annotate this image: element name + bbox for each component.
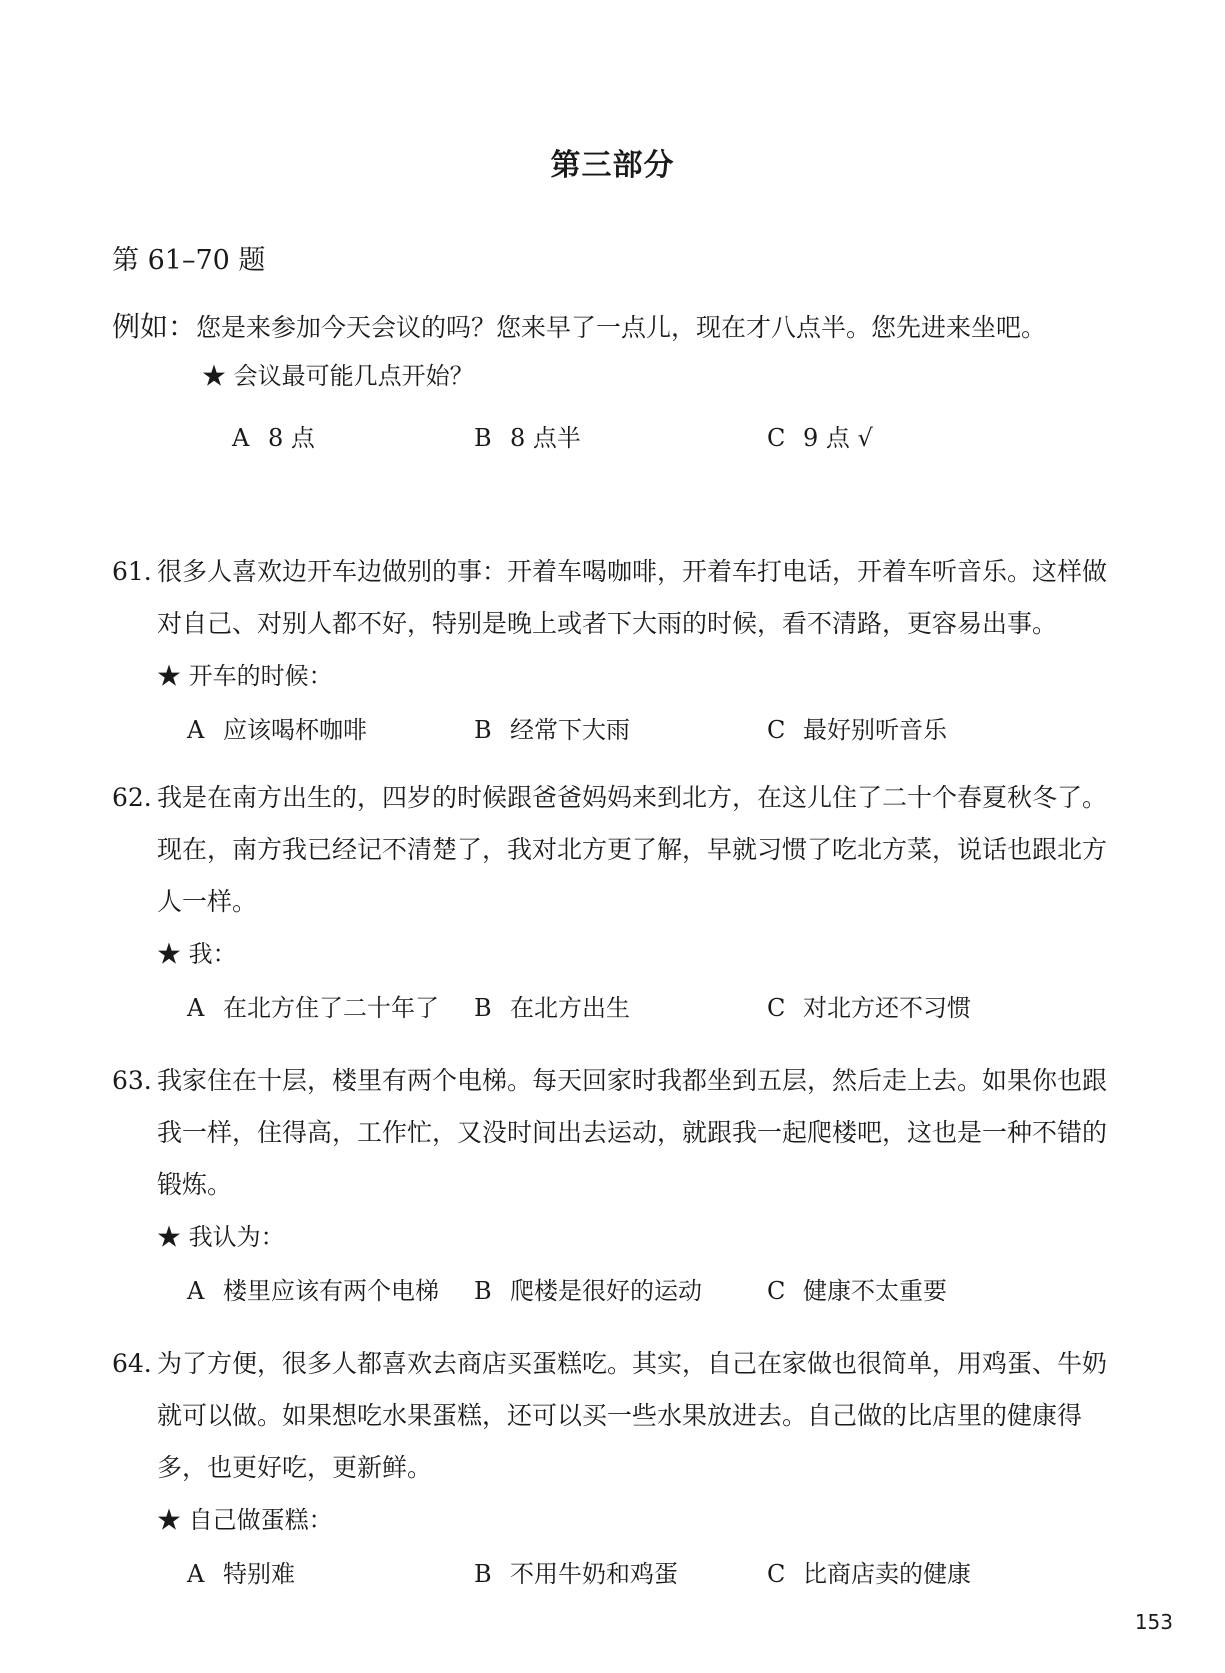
option-letter: B [474,424,492,452]
option-a [232,418,315,453]
option-text: 在北方出生 [510,994,630,1022]
option-text: 8 点 [268,424,315,452]
option-letter: C [767,716,786,744]
question-prompt: ★ 自己做蛋糕： [157,1506,333,1534]
question-number: 61. [112,557,152,586]
option-letter: C [767,424,786,452]
option-text: 应该喝杯咖啡 [223,716,367,744]
option-a [187,710,367,745]
question-text: 为了方便，很多人都喜欢去商店买蛋糕吃。其实，自己在家做也很简单，用鸡蛋、牛奶就可以做。如果想吃水果蛋糕，还可以买一些水果放进去。自己做的比店里的健康得多，也更好吃，更新鲜。 [157,1349,1108,1482]
example-question: ★ 会议最可能几点开始？ [202,362,474,390]
question-options [112,702,1122,748]
page-number: 153 [1134,1610,1173,1634]
option-letter: B [474,1277,492,1305]
option-b [474,1554,678,1589]
option-text: 9 点 √ [803,424,873,452]
option-c [767,418,873,453]
option-letter: A [187,1277,205,1305]
option-a [187,1554,295,1589]
option-text: 不用牛奶和鸡蛋 [510,1560,678,1588]
question-62 [112,772,1122,1026]
question-number: 62. [112,783,152,812]
question-63 [112,1055,1122,1309]
option-letter: A [187,716,205,744]
example-options [112,410,1132,456]
question-number: 64. [112,1349,152,1378]
option-letter: A [187,1560,205,1588]
question-text: 我是在南方出生的，四岁的时候跟爸爸妈妈来到北方，在这儿住了二十个春夏秋冬了。现在，南方我已经记不清楚了，我对北方更了解，早就习惯了吃北方菜，说话也跟北方人一样。 [157,783,1108,916]
option-letter: C [767,1560,786,1588]
option-letter: B [474,1560,492,1588]
example-block [112,307,1132,456]
example-passage [112,307,1132,348]
option-c [767,988,971,1023]
question-options [112,1546,1122,1592]
question-prompt: ★ 我： [157,940,237,968]
option-text: 健康不太重要 [803,1277,947,1305]
question-passage [112,772,1122,928]
option-letter: C [767,1277,786,1305]
option-c [767,1271,947,1306]
option-letter: C [767,994,786,1022]
option-b [474,710,630,745]
option-b [474,1271,702,1306]
option-text: 在北方住了二十年了 [223,994,439,1022]
option-text: 特别难 [223,1560,295,1588]
option-text: 对北方还不习惯 [803,994,971,1022]
question-64 [112,1338,1122,1592]
option-letter: B [474,994,492,1022]
option-c [767,1554,971,1589]
question-passage [112,546,1122,650]
question-text: 很多人喜欢边开车边做别的事：开着车喝咖啡，开着车打电话，开着车听音乐。这样做对自己、对别人都不好，特别是晚上或者下大雨的时候，看不清路，更容易出事。 [157,557,1108,638]
option-text: 最好别听音乐 [803,716,947,744]
example-text: 您是来参加今天会议的吗？您来早了一点儿，现在才八点半。您先进来坐吧。 [196,313,1047,342]
question-options [112,1263,1122,1309]
option-text: 楼里应该有两个电梯 [223,1277,439,1305]
option-a [187,988,439,1023]
option-text: 经常下大雨 [510,716,630,744]
question-passage [112,1055,1122,1211]
question-passage [112,1338,1122,1494]
option-letter: A [232,424,250,452]
option-b [474,988,630,1023]
option-text: 8 点半 [510,424,581,452]
question-options [112,980,1122,1026]
option-text: 爬楼是很好的运动 [510,1277,702,1305]
option-letter: A [187,994,205,1022]
question-text: 我家住在十层，楼里有两个电梯。每天回家时我都坐到五层，然后走上去。如果你也跟我一样，住得高，工作忙，又没时间出去运动，就跟我一起爬楼吧，这也是一种不错的锻炼。 [157,1066,1108,1199]
question-prompt: ★ 我认为： [157,1223,285,1251]
option-c [767,710,947,745]
option-a [187,1271,439,1306]
page-title: 第三部分 [550,148,675,183]
section-range: 第 61–70 题 [112,245,266,276]
example-label: 例如： [112,310,197,343]
question-61 [112,546,1122,748]
option-text: 比商店卖的健康 [803,1560,971,1588]
option-letter: B [474,716,492,744]
question-prompt: ★ 开车的时候： [157,662,333,690]
question-number: 63. [112,1066,152,1095]
option-b [474,418,581,453]
